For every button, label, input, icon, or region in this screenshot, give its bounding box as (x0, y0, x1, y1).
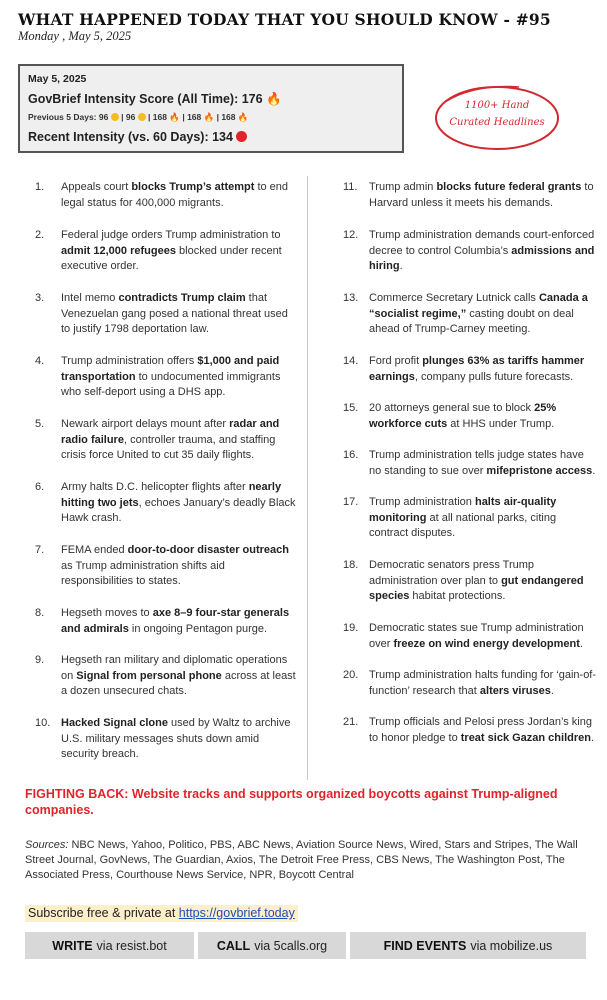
headline-number: 6. (35, 481, 45, 493)
headline-number: 17. (343, 496, 359, 508)
fire-icon: 🔥 (169, 112, 180, 122)
headline-segment: Army halts D.C. helicopter flights after (61, 481, 249, 493)
headline-item (343, 180, 598, 211)
headline-text (369, 621, 598, 652)
headline-text (61, 291, 297, 338)
all-time-score (28, 91, 402, 107)
headline-item (35, 228, 297, 275)
headline-segment: Democratic senators press Trump administration over plan to (369, 559, 535, 587)
headline-text (61, 480, 297, 527)
action-detail: via resist.bot (96, 938, 167, 953)
headline-text (369, 228, 598, 275)
headline-segment: casting doubt on deal ahead of Trump-Carney meeting. (369, 307, 574, 336)
red-dot-icon (236, 131, 247, 142)
stamp-text (433, 97, 561, 131)
headline-segment: Commerce Secretary Lutnick calls (369, 292, 539, 304)
headline-text (61, 354, 297, 401)
stamp-line: Curated Headlines (449, 117, 545, 128)
headline-segment: Trump administration (369, 496, 475, 508)
yellow-dot-icon (111, 113, 119, 121)
headline-number: 15. (343, 402, 359, 414)
headline-emphasis: plunges 63% as tariffs hammer earnings (369, 355, 585, 383)
headline-emphasis: blocks future federal grants (436, 181, 582, 193)
headline-segment: . (579, 637, 583, 650)
headline-text (369, 180, 598, 211)
headline-number: 13. (343, 292, 359, 304)
headline-item (343, 621, 598, 652)
headline-segment: FEMA ended (61, 544, 128, 556)
recent-intensity (28, 129, 402, 145)
headline-segment: used by Waltz to archive U.S. military messages shuts down amid security breach. (61, 717, 291, 761)
fire-icon: 🔥 (203, 112, 215, 122)
action-verb: WRITE (52, 938, 93, 953)
headline-emphasis: admit 12,000 refugees (61, 244, 176, 257)
headline-item (35, 716, 297, 763)
headline-segment: Hegseth ran military and diplomatic operations on (61, 654, 288, 682)
headline-item (343, 291, 598, 338)
headline-text (61, 228, 297, 275)
headline-emphasis: Hacked Signal clone (61, 717, 168, 729)
headline-text (369, 668, 598, 699)
headline-segment: Democratic states sue Trump administration over (369, 622, 584, 650)
headline-emphasis: alters viruses (479, 684, 551, 697)
all-time-score-label: GovBrief Intensity Score (All Time): 176 (28, 92, 263, 106)
headline-segment: at HHS under Trump. (447, 417, 555, 430)
previous-day-value: 168 (152, 112, 167, 122)
previous-days-scores: Previous 5 Days: 96 | 96 | 168 🔥 | 168 🔥 | 168 🔥 (28, 112, 249, 122)
headline-emphasis: axe 8–9 four-star generals and admirals (61, 607, 290, 635)
headline-number: 12. (343, 229, 359, 241)
headline-text (369, 291, 598, 338)
headline-segment: to Harvard unless it meets his demands. (369, 181, 594, 209)
sources (25, 838, 590, 882)
headline-number: 21. (343, 716, 359, 728)
headline-emphasis: admissions and hiring (369, 244, 595, 273)
action-detail: via 5calls.org (254, 938, 328, 953)
headline-segment: Appeals court (61, 181, 132, 193)
headline-segment: across at least a dozen unsecured chats. (61, 669, 296, 698)
headline-number: 19. (343, 622, 359, 634)
headline-text (61, 180, 297, 211)
action-verb: FIND EVENTS (383, 938, 467, 953)
headline-text (369, 354, 598, 385)
headline-segment: . (592, 464, 596, 477)
headline-segment: to end legal status for 400,000 migrants. (61, 181, 289, 209)
subscribe-link[interactable]: https://govbrief.today (178, 906, 295, 920)
headline-text (369, 558, 598, 605)
previous-days-label: Previous 5 Days: (28, 112, 97, 122)
headline-segment: Federal judge orders Trump administration to (61, 229, 281, 241)
headline-emphasis: door-to-door disaster outreach (127, 544, 289, 556)
headline-emphasis: blocks Trump’s attempt (131, 181, 255, 193)
headline-number: 9. (35, 654, 45, 666)
find-events-action[interactable] (350, 932, 586, 959)
yellow-dot-icon (138, 113, 146, 121)
action-verb: CALL (216, 938, 251, 953)
headline-emphasis: mifepristone access (486, 464, 593, 477)
headline-segment: in ongoing Pentagon purge. (128, 622, 268, 635)
headline-number: 1. (35, 181, 45, 193)
fighting-back-callout: FIGHTING BACK: Website tracks and supports organized boycotts against Trump-aligned companies. (25, 787, 558, 817)
headline-segment: 20 attorneys general sue to block (369, 402, 535, 414)
headline-number: 11. (343, 181, 358, 193)
headline-emphasis: $1,000 and paid transportation (61, 355, 280, 383)
headline-number: 16. (343, 449, 359, 461)
headline-segment: . (399, 260, 403, 273)
headline-number: 20. (343, 669, 359, 681)
headline-number: 10. (35, 717, 51, 729)
newsletter-title: WHAT HAPPENED TODAY THAT YOU SHOULD KNOW - #95 (18, 10, 551, 29)
headline-text (61, 653, 297, 700)
headline-number: 14. (343, 355, 359, 367)
write-action[interactable] (25, 932, 194, 959)
headline-segment: . (590, 731, 595, 744)
intensity-score-box (18, 64, 404, 153)
headline-item (343, 495, 598, 542)
headline-emphasis: freeze on wind energy development (393, 637, 580, 650)
score-date: May 5, 2025 (28, 73, 87, 85)
headline-text (61, 716, 297, 763)
headline-segment: Trump administration offers (61, 355, 198, 367)
headline-segment: Newark airport delays mount after (61, 418, 230, 430)
subscribe-text: Subscribe free & private at (28, 906, 179, 920)
headline-segment: to undocumented immigrants who self-deport using a DHS app. (61, 370, 281, 399)
headline-item (35, 543, 297, 590)
headline-segment: Trump officials and Pelosi press Jordan’s king to honor pledge to (369, 716, 592, 744)
headline-number: 4. (35, 355, 45, 367)
headline-item (343, 558, 598, 605)
headline-segment: Trump administration demands court-enforced decree to control Columbia’s (369, 229, 595, 257)
headline-text (369, 715, 598, 746)
headline-item (343, 354, 598, 385)
headline-item (35, 417, 297, 464)
headline-item (343, 715, 598, 746)
headline-segment: Trump admin (369, 181, 437, 193)
headline-item (343, 448, 598, 479)
sources-label: Sources: (25, 839, 69, 851)
headline-segment: blocked under recent executive order. (61, 244, 282, 273)
headline-item (343, 668, 598, 699)
headline-item (343, 228, 598, 275)
sources-list: NBC News, Yahoo, Politico, PBS, ABC News, Aviation Source News, Wired, Stars and Stripes, The Wall Street Journal, GovNews, The Guardian, Axios, The Detroit Free Press, CBS News, The Washington Post, The Associated Press, Courthouse News Service, NPR, Boycott Central (25, 839, 578, 881)
headline-emphasis: contradicts Trump claim (118, 292, 246, 304)
fire-icon: 🔥 (266, 92, 282, 106)
column-divider (307, 176, 308, 780)
headline-emphasis: radar and radio failure (61, 418, 280, 446)
fire-icon: 🔥 (237, 112, 249, 122)
headline-segment: , echoes January’s deadly Black Hawk crash. (61, 496, 296, 525)
headline-number: 3. (35, 292, 45, 304)
headline-text (369, 495, 598, 542)
previous-day-value: 96 (125, 112, 136, 122)
headline-segment: Hegseth moves to (61, 607, 153, 619)
headline-number: 7. (35, 544, 45, 556)
headline-segment: , controller trauma, and staffing crisis force United to cut 35 daily flights. (61, 433, 276, 462)
subscribe-banner (25, 905, 298, 922)
headline-segment: that Venezuelan gang posed a national threat used to justify 1798 deportation law. (61, 292, 288, 336)
headline-segment: Ford profit (369, 355, 423, 367)
previous-day-value: 96 (98, 112, 109, 122)
headline-text (369, 401, 598, 432)
headline-segment: at all national parks, citing contract disputes. (369, 511, 557, 540)
previous-day-value: 168 (187, 112, 202, 122)
action-bar (25, 932, 586, 959)
headline-item (35, 653, 297, 700)
headline-item (35, 480, 297, 527)
headline-emphasis: nearly hitting two jets (61, 481, 282, 509)
headline-segment: as Trump administration shifts aid responsibilities to states. (61, 559, 225, 588)
headline-emphasis: Signal from personal phone (76, 669, 222, 682)
headline-text (369, 448, 598, 479)
headline-emphasis: gut endangered species (369, 574, 584, 603)
call-action[interactable] (198, 932, 346, 959)
headline-item (35, 291, 297, 338)
headline-text (61, 417, 297, 464)
headline-segment: Trump administration halts funding for ‘gain-of-function’ research that (369, 669, 597, 697)
headline-number: 5. (35, 418, 45, 430)
recent-intensity-label: Recent Intensity (vs. 60 Days): 134 (28, 130, 233, 144)
headline-segment: Trump administration tells judge states have no standing to sue over (369, 449, 584, 477)
headline-emphasis: treat sick Gazan children (460, 731, 591, 744)
headline-text (61, 606, 297, 637)
headline-emphasis: halts air-quality monitoring (369, 496, 557, 524)
headline-emphasis: 25% workforce cuts (369, 402, 557, 430)
headline-number: 18. (343, 559, 359, 571)
headline-text (61, 543, 297, 590)
headline-item (35, 180, 297, 211)
headline-segment: , company pulls future forecasts. (414, 370, 574, 383)
headline-segment: . (550, 684, 554, 697)
headline-item (35, 354, 297, 401)
headline-emphasis: Canada a “socialist regime,” (369, 292, 588, 320)
headline-segment: Intel memo (61, 292, 119, 304)
headline-segment: habitat protections. (409, 590, 506, 603)
action-detail: via mobilize.us (470, 938, 553, 953)
headline-number: 8. (35, 607, 45, 619)
newsletter-date: Monday , May 5, 2025 (18, 29, 132, 43)
headline-number: 2. (35, 229, 45, 241)
headline-item (343, 401, 598, 432)
stamp-line: 1100+ Hand (464, 100, 530, 111)
previous-day-value: 168 (221, 112, 236, 122)
headline-item (35, 606, 297, 637)
